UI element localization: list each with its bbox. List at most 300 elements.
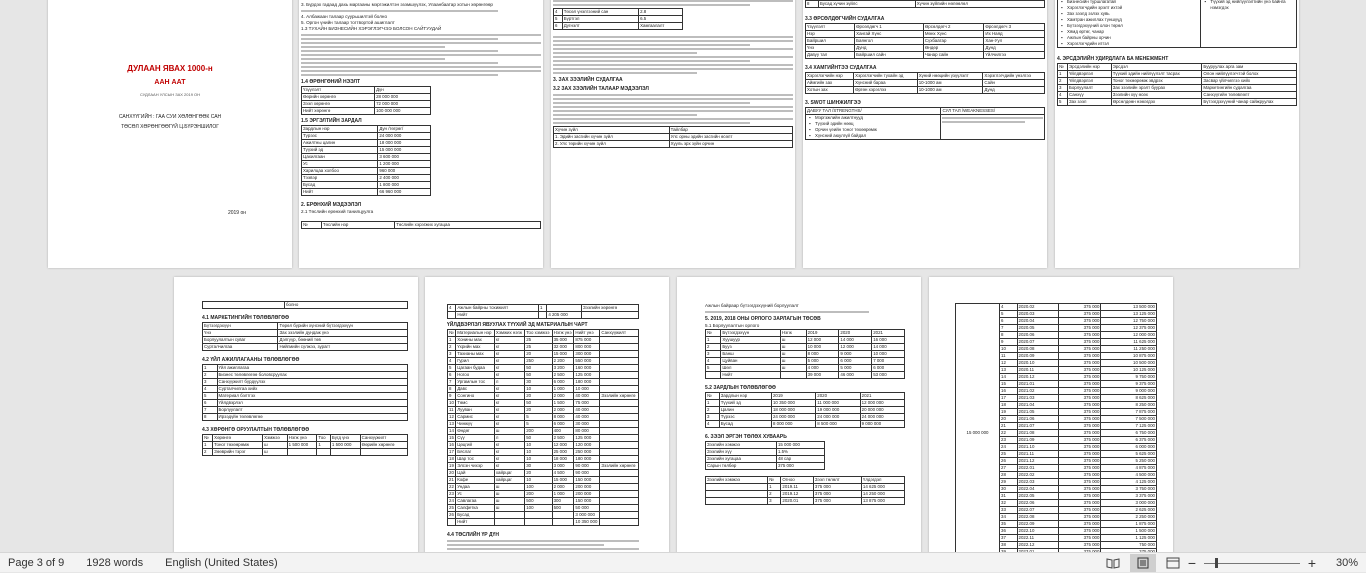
table-cell: 29 [1000, 479, 1018, 486]
loan-amount-cell: 15 000 000 [956, 304, 1000, 563]
table-cell: 34 [1000, 514, 1018, 521]
table-cell: Олон нийлүүлэгчтэй болох [1202, 71, 1297, 78]
table-cell: 2 500 [552, 372, 574, 379]
table-row [706, 421, 905, 428]
table-row [706, 330, 905, 337]
table-cell: 2021.03 [1017, 395, 1059, 402]
total-row [448, 519, 639, 526]
table-cell: 9 000 000 [1101, 388, 1157, 395]
page-4[interactable] [803, 0, 1047, 268]
page-6[interactable] [174, 277, 418, 557]
table-cell: 18 000 [552, 456, 574, 463]
table-cell: 2 000 [552, 407, 574, 414]
table-cell: 9 000 000 [860, 421, 904, 428]
table-cell: 11 [448, 407, 456, 414]
table-row [302, 147, 431, 154]
table-cell: 5 [554, 16, 563, 23]
web-layout-icon[interactable] [1160, 554, 1186, 572]
table-row [806, 24, 1045, 31]
table-cell: Нийгмийн сүлжээ, зурагт [278, 344, 408, 351]
table-cell: 2 [448, 344, 456, 351]
table-cell: 2020.05 [1017, 325, 1059, 332]
column-header: Үлдэгдэл [861, 477, 904, 484]
table-cell: 1 500 000 [330, 442, 360, 449]
column-header: № [768, 477, 781, 484]
table-cell: ш [494, 498, 524, 505]
table-cell: 4 500 000 [1101, 472, 1157, 479]
column-header: Тоо хэмжээ [525, 330, 552, 337]
page3-section-2: 3.2 ЗАХ ЗЭЭЛИЙН ТАЛААР МЭДЭЭЛЭЛ [553, 86, 649, 92]
table-row [448, 484, 639, 491]
table-cell [525, 512, 552, 519]
table-cell: 3 000 [552, 463, 574, 470]
table-cell: 72 000 000 [375, 101, 431, 108]
table-cell: кг [494, 344, 524, 351]
table-cell: Эрсдэлийн нэр [1067, 64, 1111, 71]
table-cell: 400 [552, 428, 574, 435]
table-cell [360, 449, 407, 456]
page-1[interactable] [48, 0, 292, 268]
page8-section: 5. 2019, 2018 ОНЫ ОРЛОГО ЗАРЛАГЫН ТӨСӨВ [705, 316, 821, 322]
table-row [448, 491, 639, 498]
table-row [806, 73, 1045, 80]
table-cell: 180 000 [574, 456, 600, 463]
table-cell: 375 000 [1059, 311, 1101, 318]
table-cell: 11 250 000 [1101, 346, 1157, 353]
zoom-out-button[interactable]: − [1187, 555, 1197, 571]
table-cell: 6 [448, 372, 456, 379]
table-cell: 2 [768, 491, 781, 498]
table-cell: 21 [449, 477, 454, 482]
page6-section: 4.1 МАРКЕТИНГИЙН ТӨЛӨВЛӨГӨӨ [202, 315, 289, 321]
table-cell: 375 000 [1059, 367, 1101, 374]
table-row [706, 337, 905, 344]
table-row [448, 379, 639, 386]
table-cell: 2 625 000 [1101, 507, 1157, 514]
table-cell: Хэрэглэгчийн нэр [806, 73, 854, 80]
table-row [302, 101, 431, 108]
table-cell: 22 [1000, 430, 1018, 437]
table-cell: 2020.03 [1017, 311, 1059, 318]
table-cell: 6 000 000 [1101, 444, 1157, 451]
table-row [448, 414, 639, 421]
page8-section-sub: 5.1 Борлуулалтын орлого [705, 323, 760, 328]
table-cell [600, 505, 639, 512]
table-cell: 10 350 000 [771, 400, 815, 407]
table-cell: кг [494, 407, 524, 414]
table-cell: 2021.11 [1017, 451, 1059, 458]
table-cell: 11 625 000 [1101, 339, 1157, 346]
table-cell: 18 000 000 [771, 407, 815, 414]
table-cell: 1 [706, 400, 720, 407]
table-cell: 30 [525, 463, 552, 470]
table-cell: 5 [1058, 99, 1068, 106]
table-cell: Савлагаа [456, 498, 495, 505]
table-cell: 14 625 000 [861, 484, 904, 491]
table-cell: 90 000 [574, 470, 600, 477]
table-cell: 19 [1000, 409, 1018, 416]
page4-competitor-table [805, 23, 1045, 59]
table-cell: Лууван [456, 407, 495, 414]
table-row [706, 344, 905, 351]
table-cell: Хөрөнгө [213, 435, 263, 442]
table-cell: 2020 [816, 393, 860, 400]
table-cell: 2021.02 [1017, 388, 1059, 395]
table-cell: хайрцаг [494, 470, 524, 477]
table-cell: 25 [1000, 451, 1018, 458]
table-cell: 1 800 000 [378, 182, 431, 189]
table-cell: Цуйван [721, 358, 780, 365]
table-cell: 23 [1000, 437, 1018, 444]
table-cell: 4 125 000 [1101, 479, 1157, 486]
table-cell: 375 000 [1059, 353, 1101, 360]
table-cell: 375 000 [1059, 486, 1101, 493]
table-cell [600, 337, 639, 344]
cover-title-line2: ААН ААТ [154, 79, 186, 86]
table-cell: 20 [1000, 416, 1018, 423]
table-cell: 2022.04 [1017, 486, 1059, 493]
page8-intro: Ажлын байраар бүтээгдэхүүний борлуулалт [705, 303, 799, 308]
page-5[interactable] [1055, 0, 1299, 268]
table-row [1058, 92, 1297, 99]
table-row [1058, 64, 1297, 71]
page8-schedule-table [705, 476, 905, 505]
table-cell: 375 000 [1059, 374, 1101, 381]
table-cell: 48 сар [776, 456, 824, 463]
table-cell: 10 [1000, 346, 1018, 353]
table-cell: 14 250 000 [861, 491, 904, 498]
table-cell: Үзүүлэлт [806, 24, 855, 31]
table-cell: 2. Улс төрийн хүчин зүйл [554, 141, 670, 148]
table-cell: 2022.02 [1017, 472, 1059, 479]
table-cell: Тайлбар [669, 127, 792, 134]
page2-table-1 [301, 86, 431, 115]
table-row [448, 456, 639, 463]
table-row [203, 379, 408, 386]
table-cell: 375 000 [1059, 437, 1101, 444]
table-cell: Хүчин зүйл [554, 127, 670, 134]
zoom-slider-thumb[interactable] [1215, 558, 1218, 568]
table-cell [547, 305, 582, 312]
page5-risk-table [1057, 63, 1297, 106]
cover-subtitle: СУДЛААН УЛСЫН ЗАХ 2019 ОН [139, 92, 201, 97]
page2-section-2: 2. ЕРӨНХИЙ МЭДЭЭЛЭЛ [301, 202, 362, 208]
table-cell: 8 [203, 414, 218, 421]
table-cell: 18 [1000, 402, 1018, 409]
table-cell: 375 000 [1059, 507, 1101, 514]
table-row [706, 442, 825, 449]
table-cell: 1 000 [552, 386, 574, 393]
table-cell: 7 [1000, 325, 1018, 332]
table-cell: Зээлийн хөрөнгө [600, 463, 639, 470]
table-cell: 12 000 [806, 337, 839, 344]
table-cell: 960 000 [378, 168, 431, 175]
table-cell: 1 [1058, 71, 1068, 78]
table-cell: 13 875 000 [861, 498, 904, 505]
table-cell: Түрээс [302, 133, 378, 140]
table-cell: 1 875 000 [1101, 521, 1157, 528]
zoom-in-button[interactable]: + [1307, 555, 1317, 571]
table-cell: 5 625 000 [1101, 451, 1157, 458]
table-cell: Хан-Уул [984, 38, 1045, 45]
page2-table2-title: 1.5 ЭРГЭЛТИЙН ЗАРДАЛ [301, 118, 362, 124]
table-cell: 2 000 [552, 484, 574, 491]
page4-swot-table [805, 107, 1045, 140]
table-cell: 40 000 [574, 414, 600, 421]
table-cell [448, 312, 456, 319]
table-row [302, 182, 431, 189]
table-cell: 4 [203, 386, 218, 393]
table-row [448, 351, 639, 358]
table-cell: кг [494, 421, 524, 428]
table-row [203, 407, 408, 414]
table-cell: 8 [448, 386, 456, 393]
table-row [203, 442, 408, 449]
table-cell: Тоног төхөөрөмж [213, 442, 263, 449]
table-cell: 10 875 000 [1101, 353, 1157, 360]
table-cell: 2 [1058, 78, 1068, 85]
table-cell [317, 449, 331, 456]
table-cell: 120 000 [574, 442, 600, 449]
table-cell: 1 200 000 [378, 161, 431, 168]
table-cell: Бүтээгдэхүүн [721, 330, 780, 337]
table-cell: Түүхий эд [719, 400, 771, 407]
table-cell: ш [263, 442, 288, 449]
bullet-item: ▪ Хямд өртөг, чанар [1059, 29, 1199, 35]
table-cell: 10 [525, 442, 552, 449]
column-header: № [449, 330, 454, 335]
table-cell: Ногоо [456, 372, 495, 379]
page-count[interactable]: Page 3 of 9 [8, 556, 65, 569]
table-cell: 10 350 000 [574, 519, 600, 526]
table-cell: 26 [1000, 458, 1018, 465]
table-cell: 1 [768, 484, 781, 491]
table-cell: 19 000 000 [816, 407, 860, 414]
table-cell: 9 [1000, 339, 1018, 346]
table-row [302, 189, 431, 196]
table-cell [287, 449, 317, 456]
table-cell: 1 [538, 305, 546, 312]
table-cell: 4 000 [806, 365, 839, 372]
table-row [706, 463, 825, 470]
table-cell: Дунд [983, 87, 1045, 94]
table-cell: 1 [706, 337, 721, 344]
table-cell: Түрээс [719, 414, 771, 421]
table-cell: 2022.09 [1017, 521, 1059, 528]
table-cell: Хүчин зүйлийн нөлөөлөл [915, 1, 1044, 8]
table-cell: 3 [203, 379, 218, 386]
table-cell: 2019 [771, 393, 815, 400]
table-cell: 1 500 000 [1101, 528, 1157, 535]
table-cell: 10-1000 ам [917, 80, 983, 87]
table-cell: 25 [525, 344, 552, 351]
table-cell: 2021.09 [1017, 437, 1059, 444]
table-cell: 2021.12 [1017, 458, 1059, 465]
table-row [302, 87, 431, 94]
table-cell: Өөрийн хөрөнгө [302, 94, 375, 101]
cover-year: 2019 он [227, 210, 246, 216]
table-cell: 10 [525, 449, 552, 456]
table-row [554, 23, 683, 30]
table-cell [600, 358, 639, 365]
table-row [554, 9, 683, 16]
table-cell: Үйл ажиллагаа [217, 365, 407, 372]
table-row [302, 108, 431, 115]
page4-section-3: 3. SWOT ШИНЖИЛГЭЭ [805, 100, 861, 106]
table-cell: Хамгаалалт [639, 23, 683, 30]
table-row [706, 400, 905, 407]
word-count[interactable]: 1928 words [86, 556, 144, 569]
table-cell: Зээл хөрөнгө [302, 101, 375, 108]
table-cell: Цай [456, 470, 495, 477]
table-cell: 2020.07 [1017, 339, 1059, 346]
zoom-slider[interactable] [1204, 563, 1300, 564]
page6-section-3: 4.3 ХӨРӨНГӨ ОРУУЛАЛТЫН ТӨЛӨВЛӨГӨӨ [202, 427, 310, 433]
table-cell: Их Наяд [984, 31, 1045, 38]
table-cell: Тахианы мах [456, 351, 495, 358]
table-row [203, 435, 408, 442]
table-cell: 125 000 [574, 372, 600, 379]
table-cell: 19 [449, 463, 454, 468]
table-cell: 11 [1000, 353, 1018, 360]
page7-section-2: 4.4 ТӨСЛИЙН ҮР ДҮН [447, 532, 499, 538]
table-cell: 2021.08 [1017, 430, 1059, 437]
table-cell: 8 000 [806, 351, 839, 358]
page-8[interactable] [677, 277, 921, 557]
table-cell: Материал бэлтгэх [217, 393, 407, 400]
table-cell: 16 [1000, 388, 1018, 395]
table-cell: 20 [449, 470, 454, 475]
table-cell [600, 442, 639, 449]
table-cell: 12 375 000 [1101, 325, 1157, 332]
table-cell: 20 [525, 470, 552, 477]
table-cell: 10 000 [806, 344, 839, 351]
zoom-level[interactable]: 30% [1335, 557, 1358, 569]
table-cell: 3 [768, 498, 781, 505]
page2-table-3 [301, 221, 541, 229]
print-layout-icon[interactable] [1130, 554, 1156, 572]
page-7[interactable] [425, 277, 669, 557]
table-row [806, 38, 1045, 45]
table-row [706, 393, 905, 400]
table-cell: № [1058, 64, 1068, 71]
table-cell: 2020.09 [1017, 353, 1059, 360]
table-cell: 4 500 [552, 470, 574, 477]
table-cell: 375 000 [1059, 381, 1101, 388]
table-cell: 37 [1000, 535, 1018, 542]
table-cell: 375 000 [1059, 514, 1101, 521]
table-cell [600, 470, 639, 477]
table-cell: 17 [1000, 395, 1018, 402]
table-cell: Дунд [855, 45, 924, 52]
table-cell: Маркетингийн судалгаа [1202, 85, 1297, 92]
table-cell: хайрцаг [494, 477, 524, 484]
table-cell: кг [494, 449, 524, 456]
table-cell: 24 [449, 498, 454, 503]
table-row [448, 428, 639, 435]
page-3[interactable] [551, 0, 795, 268]
table-cell: Бүртгэл [562, 16, 638, 23]
table-cell: Зах зээлийн дундаж үнэ [278, 330, 408, 337]
table-cell [330, 449, 360, 456]
table-cell: 6 000 [552, 379, 574, 386]
table-cell: Сармис [456, 414, 495, 421]
page-2[interactable] [299, 0, 543, 268]
table-cell: 12 000 000 [1101, 332, 1157, 339]
table-row [706, 358, 905, 365]
table-cell: 2022.12 [1017, 542, 1059, 549]
table-cell: 53 000 [872, 372, 905, 379]
table-cell: 14 000 [872, 344, 905, 351]
table-cell: 3 [706, 414, 720, 421]
table-cell: 1 125 000 [1101, 535, 1157, 542]
table-cell: Борлуулалт [1067, 85, 1111, 92]
table-cell: 10 [449, 400, 454, 405]
table-cell: Нэгж [780, 330, 806, 337]
table-cell [600, 435, 639, 442]
table-cell: Бусад [719, 421, 771, 428]
table-cell: Дэлгүүр, бөөний төв [278, 337, 408, 344]
table-cell: 33 [1000, 507, 1018, 514]
table-row [302, 222, 541, 229]
table-cell: кг [494, 400, 524, 407]
table-cell: ш [780, 344, 806, 351]
table-cell: Зөөврийн тэрэг [213, 449, 263, 456]
table-cell: Өрсөлдөөн нэмэгдэх [1111, 99, 1202, 106]
table-cell: 13 [1000, 367, 1018, 374]
table-row [806, 80, 1045, 87]
table-cell: 5 [1000, 311, 1018, 318]
table-cell: 14 [449, 428, 454, 433]
table-cell [600, 477, 639, 484]
table-cell: Хотын зах [806, 87, 854, 94]
page4-top-table [805, 0, 1045, 8]
table-cell: 2 [203, 372, 218, 379]
table-cell [600, 344, 639, 351]
page2-table1-title: 1.4 ӨРӨНГӨНИЙ НЭЭЛТ [301, 79, 361, 85]
table-cell: 2020.04 [1017, 318, 1059, 325]
page7-top-table [447, 304, 639, 319]
table-cell: 5 [525, 421, 552, 428]
page-9[interactable] [929, 277, 1173, 557]
table-cell: 2 200 [552, 358, 574, 365]
table-cell: 2020.12 [1017, 374, 1059, 381]
table-cell: 375 000 [1059, 360, 1101, 367]
table-cell [600, 456, 639, 463]
table-cell [600, 372, 639, 379]
table-cell: 10 [525, 477, 552, 484]
table-cell: кг [494, 337, 524, 344]
table-cell: 2 [203, 449, 213, 456]
table-cell: Зээлийн хөрөнгө [581, 305, 638, 312]
table-cell: 25 [449, 505, 454, 510]
table-cell [600, 351, 639, 358]
table-row [706, 498, 905, 505]
table-cell: Сурталчилгаа хийх [217, 386, 407, 393]
table-cell: 2022.03 [1017, 479, 1059, 486]
table-cell: 2021.04 [1017, 402, 1059, 409]
page8-section-3: 6. ЗЭЭЛ ЭРГЭН ТӨЛӨХ ХУВААРЬ [705, 434, 787, 440]
table-row [302, 154, 431, 161]
table-cell: 1 000 [552, 491, 574, 498]
table-cell: кг [494, 358, 524, 365]
table-cell: 375 000 [776, 463, 824, 470]
read-mode-icon[interactable] [1100, 554, 1126, 572]
language-indicator[interactable]: English (United States) [165, 556, 278, 569]
table-cell: 375 000 [1059, 472, 1101, 479]
table-cell: Цөцгий [456, 442, 495, 449]
table-cell: 12 [449, 414, 454, 419]
